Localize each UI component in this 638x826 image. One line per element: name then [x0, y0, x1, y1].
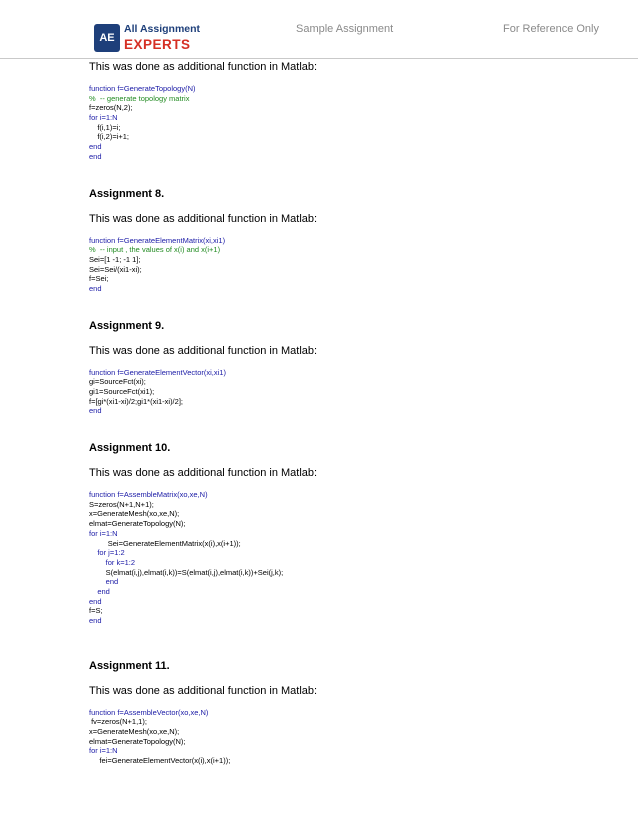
code-line: function f=AssembleVector(xo,xe,N): [89, 707, 209, 717]
company-logo: [94, 22, 201, 58]
code-line: function f=GenerateElementMatrix(xi,xi1): [89, 235, 226, 245]
code-line: for i=1:N: [89, 528, 118, 538]
section-assignment-10: [89, 441, 609, 626]
code-block: [89, 708, 609, 766]
code-line: Sei=Sei/(xi1-xi);: [89, 264, 142, 274]
section-intro: This was done as additional function in Matlab:: [89, 61, 318, 73]
header-right-text: For Reference Only: [503, 23, 599, 35]
logo-badge: AE: [94, 24, 120, 52]
code-line: gi=SourceFct(xi);: [89, 377, 146, 387]
code-block: [89, 84, 609, 162]
code-line: for i=1:N: [89, 746, 118, 756]
code-line: f=Sei;: [89, 274, 109, 284]
section-intro: This was done as additional function in Matlab:: [89, 467, 318, 480]
code-line: S=zeros(N+1,N+1);: [89, 499, 154, 509]
code-line: end: [89, 142, 102, 152]
header-divider: [0, 58, 638, 59]
header-center-text: Sample Assignment: [296, 23, 394, 35]
code-line: end: [89, 283, 102, 293]
section-title: Assignment 11.: [89, 659, 170, 672]
code-line: elmat=GenerateTopology(N);: [89, 519, 186, 529]
code-line: f=S;: [89, 606, 103, 616]
section-assignment-9: [89, 319, 609, 416]
code-line: x=GenerateMesh(xo,xe,N);: [89, 727, 180, 737]
code-line: Sei=[1 -1; -1 1];: [89, 254, 141, 264]
section-assignment-11: [89, 659, 609, 766]
section-intro: This was done as additional function in Matlab:: [89, 684, 318, 697]
code-line: gi1=SourceFct(xi1);: [89, 387, 155, 396]
page-header: [0, 0, 638, 62]
code-line: end: [89, 596, 102, 606]
code-line: % -- input , the values of x(i) and x(i+1): [89, 245, 221, 255]
code-block: [89, 236, 609, 294]
code-block: [89, 490, 609, 626]
document-body: [89, 60, 609, 766]
section-intro: This was done as additional function in Matlab:: [89, 344, 318, 357]
code-line: f(i,2)=i+1;: [89, 132, 130, 142]
code-line: fv=zeros(N+1,1);: [89, 717, 147, 727]
code-line: end: [89, 586, 110, 596]
code-line: fei=GenerateElementVector(x(i),x(i+1));: [89, 756, 231, 766]
code-line: % -- generate topology matrix: [89, 93, 190, 103]
code-line: f=[gi*(xi1-xi)/2;gi1*(xi1-xi)/2];: [89, 396, 183, 406]
code-line: f=zeros(N,2);: [89, 103, 133, 113]
code-line: Sei=GenerateElementMatrix(x(i),x(i+1));: [89, 538, 241, 548]
code-line: x=GenerateMesh(xo,xe,N);: [89, 509, 180, 519]
section-assignment-8: [89, 187, 609, 294]
code-line: end: [89, 577, 119, 587]
code-line: end: [89, 151, 102, 161]
section-intro: This was done as additional function in Matlab:: [89, 212, 318, 225]
section-title: Assignment 8.: [89, 187, 165, 200]
logo-text-top: All Assignment: [124, 23, 201, 35]
code-line: function f=AssembleMatrix(xo,xe,N): [89, 490, 208, 500]
code-line: function f=GenerateElementVector(xi,xi1): [89, 367, 226, 377]
code-line: S(elmat(i,j),elmat(i,k))=S(elmat(i,j),elmat(i,k))+Sei(j,k);: [89, 567, 284, 577]
code-line: end: [89, 406, 102, 416]
section-topology: [89, 60, 609, 162]
code-block: [89, 368, 609, 416]
section-title: Assignment 10.: [89, 442, 171, 455]
logo-text-bottom: EXPERTS: [124, 37, 191, 52]
code-line: f(i,1)=i;: [89, 122, 121, 132]
code-line: end: [89, 616, 102, 625]
code-line: for i=1:N: [89, 113, 118, 123]
code-line: for k=1:2: [89, 557, 136, 567]
code-line: elmat=GenerateTopology(N);: [89, 736, 186, 746]
code-line: function f=GenerateTopology(N): [89, 84, 196, 93]
code-line: for j=1:2: [89, 548, 125, 558]
section-title: Assignment 9.: [89, 319, 165, 332]
